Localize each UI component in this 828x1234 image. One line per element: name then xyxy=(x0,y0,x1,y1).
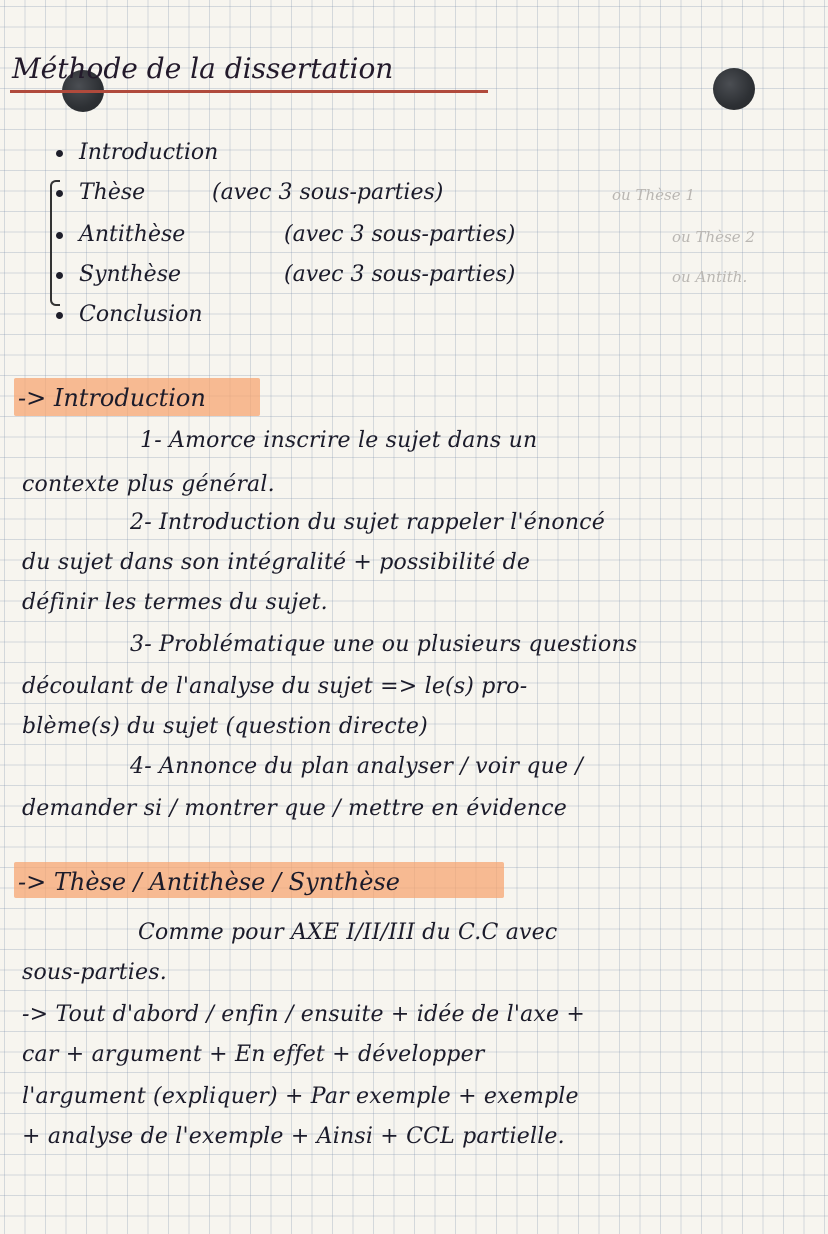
intro-line: définir les termes du sujet. xyxy=(22,590,328,615)
bullet-dot xyxy=(56,232,63,239)
bullet-dot xyxy=(56,150,63,157)
outline-detail: (avec 3 sous-parties) xyxy=(284,222,516,247)
intro-line: blème(s) du sujet (question directe) xyxy=(22,714,428,739)
intro-line: contexte plus général. xyxy=(22,472,275,497)
outline-item xyxy=(56,222,185,247)
outline-note: ou Antith. xyxy=(672,268,748,286)
these-line: Comme pour AXE I/II/III du C.C avec xyxy=(138,920,558,945)
outline-note: ou Thèse 2 xyxy=(672,228,755,246)
outline-item xyxy=(56,302,203,327)
intro-line: 1- Amorce inscrire le sujet dans un xyxy=(140,428,538,453)
intro-line: du sujet dans son intégralité + possibilité de xyxy=(22,550,531,575)
binder-hole-right xyxy=(713,68,755,110)
bullet-dot xyxy=(56,312,63,319)
intro-line: 2- Introduction du sujet rappeler l'énoncé xyxy=(130,510,605,535)
outline-item xyxy=(56,262,181,287)
intro-line: demander si / montrer que / mettre en évidence xyxy=(22,796,567,821)
these-line: sous-parties. xyxy=(22,960,167,985)
these-line: + analyse de l'exemple + Ainsi + CCL partielle. xyxy=(22,1124,565,1149)
outline-detail: (avec 3 sous-parties) xyxy=(284,262,516,287)
intro-line: 4- Annonce du plan analyser / voir que / xyxy=(130,754,584,779)
outline-item xyxy=(56,140,218,165)
outline-item xyxy=(56,180,145,205)
these-line: car + argument + En effet + développer xyxy=(22,1042,485,1067)
title-underline xyxy=(10,90,488,93)
outline-label: Synthèse xyxy=(79,262,182,287)
outline-label: Conclusion xyxy=(79,302,203,327)
outline-label: Thèse xyxy=(79,180,146,205)
intro-line: 3- Problématique une ou plusieurs questions xyxy=(130,632,638,657)
outline-note: ou Thèse 1 xyxy=(612,186,695,204)
bullet-dot xyxy=(56,190,63,197)
bullet-dot xyxy=(56,272,63,279)
page-title: Méthode de la dissertation xyxy=(12,52,394,85)
section-heading-introduction: -> Introduction xyxy=(18,384,206,412)
these-line: l'argument (expliquer) + Par exemple + exemple xyxy=(22,1084,579,1109)
outline-label: Antithèse xyxy=(79,222,186,247)
intro-line: découlant de l'analyse du sujet => le(s) pro- xyxy=(22,674,528,699)
these-line: -> Tout d'abord / enfin / ensuite + idée de l'axe + xyxy=(22,1002,586,1027)
section-heading-these: -> Thèse / Antithèse / Synthèse xyxy=(18,868,400,896)
outline-label: Introduction xyxy=(79,140,219,165)
outline-detail: (avec 3 sous-parties) xyxy=(212,180,444,205)
